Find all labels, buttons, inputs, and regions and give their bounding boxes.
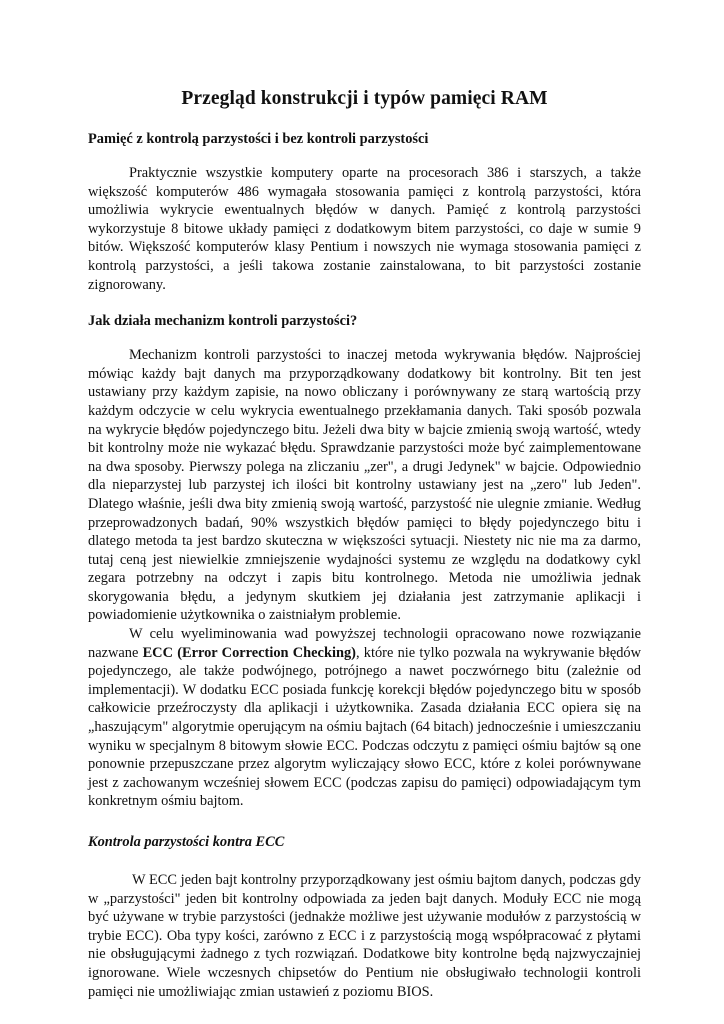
- ecc-term: ECC (Error Correction Checking): [142, 644, 356, 661]
- page-title: Przegląd konstrukcji i typów pamięci RAM: [181, 88, 548, 109]
- section-heading-mechanism: Jak działa mechanizm kontroli parzystości?: [88, 313, 358, 330]
- section-heading-parity-vs-ecc: Kontrola parzystości kontra ECC: [88, 834, 285, 850]
- paragraph-parity-vs-ecc: W ECC jeden bajt kontrolny przyporządkowany jest ośmiu bajtom danych, podczas gdy w „parzystości" jeden bit kontrolny odpowiada za jeden bajt danych. Moduły ECC nie mogą być używane w trybie parzystości (jednakże możliwe jest używanie modułów z parzystością w trybie ECC). Oba typy kości, zarówno z ECC i z parzystością mogą współpracować z płytami nie obsługującymi żadnego z tych rozwiązań. Dodatkowe bity kontrolne będą najzwyczajniej ignorowane. Wiele wczesnych chipsetów do Pentium nie obsługiwało technologii kontroli pamięci nie umożliwiając zmian ustawień z poziomu BIOS.: [88, 872, 641, 1000]
- paragraph-ecc-text-2: , które nie tylko pozwala na wykrywanie błędów pojedynczego, ale także podwójnego, potrójnego a nawet poczwórnego bitu (zależnie od implementacji). W dodatku ECC posiada funkcję korekcji błędów pojedynczego bitu w sposób całkowicie przeźroczysty dla aplikacji i użytkownika. Zasada działania ECC opiera się na „haszującym" algorytmie operującym na ośmiu bajtach (64 bitach) jednocześnie i umieszczaniu wyniku w specjalnym 8 bitowym słowie ECC. Podczas odczytu z pamięci ośmiu bajtów są one ponownie przepuszczane przez algorytm wyliczający słowo ECC, które z kolei porównywane jest z zachowanym wcześniej słowem ECC (podczas zapisu do pamięci) odpowiadającym tym konkretnym ośmiu bajtom.: [88, 644, 641, 810]
- document-page: [88, 86, 641, 1001]
- paragraph-ecc-text-1: W celu wyeliminowania wad powyższej technologii opracowano nowe rozwiązanie nazwane: [88, 626, 641, 661]
- paragraph-mechanism: Mechanizm kontroli parzystości to inaczej metoda wykrywania błędów. Najprościej mówiąc każdy bajt danych ma przyporządkowany dodatkowy bit kontrolny. Bit ten jest ustawiany przy każdym zapisie, na nowo obliczany i porównywany ze starą wartością przy każdym odczycie w celu wykrycia ewentualnego przekłamania danych. Taki sposób pozwala na wykrycie błędów pojedynczego bitu. Jeżeli dwa bity w bajcie zmienią swoją wartość, wtedy bit kontrolny może nie wykazać błędu. Sprawdzanie parzystości może być zaimplementowane na dwa sposoby. Pierwszy polega na zliczaniu „zer", a drugi Jedynek" w bajcie. Odpowiednio dla nieparzystej lub parzystej ich ilości bit kontrolny ustawiany jest na „zero" lub Jeden". Dlatego właśnie, jeśli dwa bity zmienią swoją wartość, parzystość nie ulegnie zmianie. Według przeprowadzonych badań, 90% wszystkich błędów pamięci to błędy pojedynczego bitu i dlatego metoda ta jest bardzo skuteczna w większości sytuacji. Niestety nic nie ma za darmo, tutaj ceną jest niewielkie zmniejszenie wydajności systemu ze względu na dodatkowy cykl zegara potrzebny na odczyt i zapis bitu kontrolnego. Metoda nie umożliwia jednak skorygowania błędu, a jedynym skutkiem jej działania jest zatrzymanie aplikacji i powiadomienie użytkownika o zaistniałym problemie.: [88, 347, 641, 624]
- section-heading-parity: Pamięć z kontrolą parzystości i bez kontroli parzystości: [88, 131, 429, 147]
- paragraph-parity-intro: Praktycznie wszystkie komputery oparte na procesorach 386 i starszych, a także większość komputerów 486 wymagała stosowania pamięci z kontrolą parzystości, która umożliwia wykrycie ewentualnych błędów w danych. Pamięć z kontrolą parzystości wykorzystuje 8 bitowe układy pamięci z dodatkowym bitem parzystości, co daje w sumie 9 bitów. Większość komputerów klasy Pentium i nowszych nie wymaga stosowania pamięci z kontrolą parzystości, a jeśli takowa zostanie zainstalowana, to bit parzystości zostanie zignorowany.: [88, 165, 641, 293]
- paragraph-ecc: [88, 625, 641, 811]
